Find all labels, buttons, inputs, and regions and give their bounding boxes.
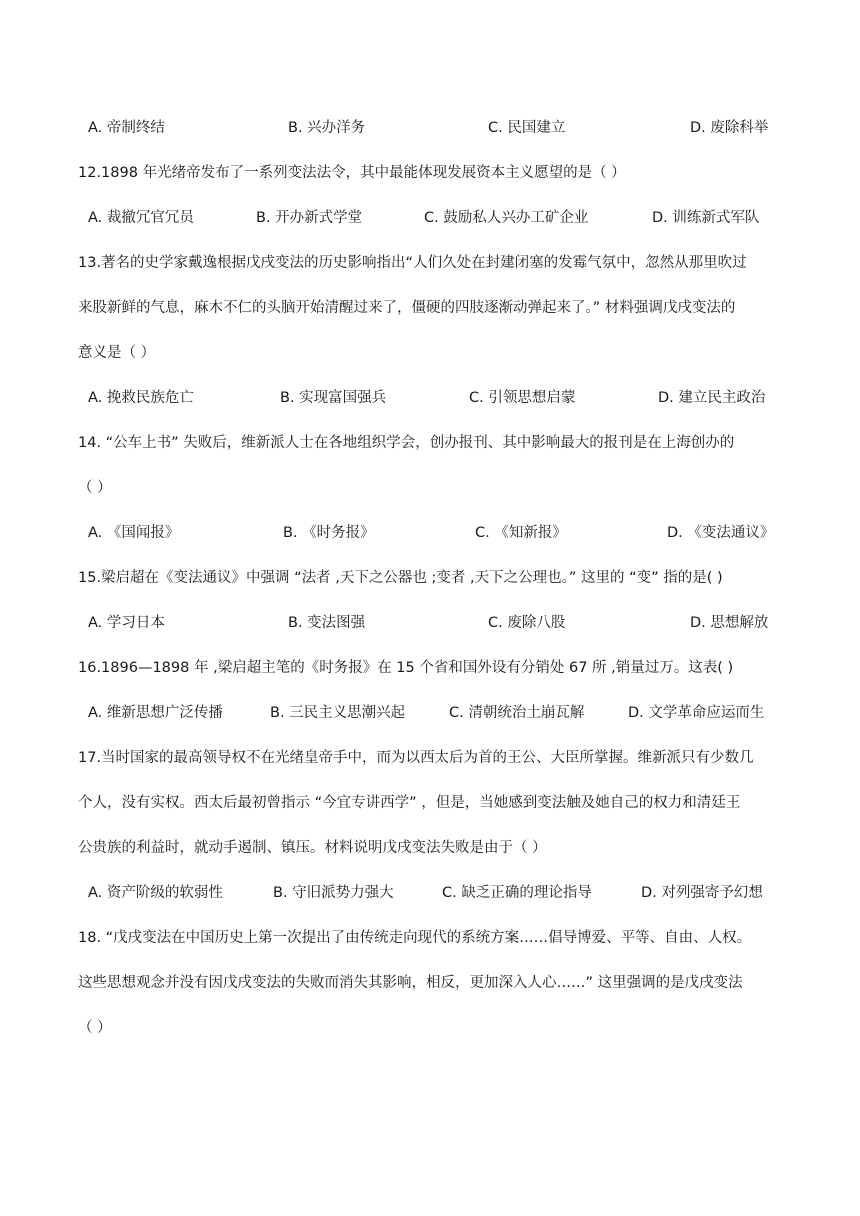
q12-options <box>88 208 790 228</box>
q17-stem-line-1: 17.当时国家的最高领导权不在光绪皇帝手中，而为以西太后为首的王公、大臣所掌握。维新派只有少数几 <box>78 750 754 766</box>
q17-stem-line-3: 公贵族的利益时，就动手遏制、镇压。材料说明戊戌变法失败是由于（ ） <box>78 840 547 856</box>
q13-options <box>88 388 790 408</box>
q13-option-b[interactable]: B. 实现富国强兵 <box>280 390 387 406</box>
q11-option-c[interactable]: C. 民国建立 <box>488 120 566 136</box>
q11-options <box>88 118 790 138</box>
q18-stem-line-1: 18. “戊戌变法在中国历史上第一次提出了由传统走向现代的系统方案……倡导博爱、平等、自由、人权。 <box>78 930 752 946</box>
q12-option-d[interactable]: D. 训练新式军队 <box>652 210 760 226</box>
q12-option-b[interactable]: B. 开办新式学堂 <box>256 210 363 226</box>
q16-option-d[interactable]: D. 文学革命应运而生 <box>628 705 765 721</box>
q12-option-a[interactable]: A. 裁撤冗官冗员 <box>88 210 194 226</box>
q14-options <box>88 523 790 543</box>
q14-option-a[interactable]: A. 《国闻报》 <box>88 525 180 541</box>
q11-option-d[interactable]: D. 废除科举 <box>690 120 769 136</box>
q14-option-c[interactable]: C. 《知新报》 <box>475 525 567 541</box>
q16-option-a[interactable]: A. 维新思想广泛传播 <box>88 705 223 721</box>
q16-option-c[interactable]: C. 清朝统治土崩瓦解 <box>449 705 585 721</box>
q14-stem-line-2: （ ） <box>78 480 112 496</box>
q16-stem: 16.1896—1898 年 ,梁启超主笔的《时务报》在 15 个省和国外设有分销处 67 所 ,销量过万。这表( ) <box>78 660 734 676</box>
q15-stem: 15.梁启超在《变法通议》中强调 “法者 ,天下之公器也 ;变者 ,天下之公理也。” 这里的 “变” 指的是( ) <box>78 570 723 586</box>
q11-option-b[interactable]: B. 兴办洋务 <box>288 120 366 136</box>
q13-stem-line-1: 13.著名的史学家戴逸根据戊戌变法的历史影响指出“人们久处在封建闭塞的发霉气氛中，忽然从那里吹过 <box>78 255 747 271</box>
q14-option-d[interactable]: D. 《变法通议》 <box>667 525 775 541</box>
q15-option-c[interactable]: C. 废除八股 <box>488 615 566 631</box>
q13-stem-line-3: 意义是（ ） <box>78 345 156 361</box>
q17-stem-line-2: 个人，没有实权。西太后最初曾指示 “今宜专讲西学” ，但是，当她感到变法触及她自己的权力和清廷王 <box>78 795 741 811</box>
q14-option-b[interactable]: B. 《时务报》 <box>283 525 375 541</box>
q12-option-c[interactable]: C. 鼓励私人兴办工矿企业 <box>424 210 589 226</box>
q17-option-b[interactable]: B. 守旧派势力强大 <box>273 885 394 901</box>
q11-option-a[interactable]: A. 帝制终结 <box>88 120 165 136</box>
q17-options <box>88 883 790 903</box>
q12-stem: 12.1898 年光绪帝发布了一系列变法法令，其中最能体现发展资本主义愿望的是（ ） <box>78 165 626 181</box>
q13-option-a[interactable]: A. 挽救民族危亡 <box>88 390 194 406</box>
q18-stem-line-3: （ ） <box>78 1020 112 1036</box>
q16-options <box>88 703 790 723</box>
q15-option-a[interactable]: A. 学习日本 <box>88 615 165 631</box>
q17-option-d[interactable]: D. 对列强寄予幻想 <box>641 885 763 901</box>
q13-option-d[interactable]: D. 建立民主政治 <box>658 390 766 406</box>
q14-stem-line-1: 14. “公车上书” 失败后，维新派人士在各地组织学会，创办报刊、其中影响最大的报刊是在上海创办的 <box>78 435 735 451</box>
q15-options <box>88 613 790 633</box>
q13-option-c[interactable]: C. 引领思想启蒙 <box>469 390 576 406</box>
q15-option-d[interactable]: D. 思想解放 <box>690 615 769 631</box>
q13-stem-line-2: 来股新鲜的气息，麻木不仁的头脑开始清醒过来了，僵硬的四肢逐渐动弹起来了。” 材料强调戊戌变法的 <box>78 300 736 316</box>
q15-option-b[interactable]: B. 变法图强 <box>288 615 366 631</box>
q18-stem-line-2: 这些思想观念并没有因戊戌变法的失败而消失其影响，相反，更加深入人心……” 这里强调的是戊戌变法 <box>78 975 743 991</box>
q17-option-c[interactable]: C. 缺乏正确的理论指导 <box>442 885 592 901</box>
q17-option-a[interactable]: A. 资产阶级的软弱性 <box>88 885 223 901</box>
q16-option-b[interactable]: B. 三民主义思潮兴起 <box>270 705 406 721</box>
